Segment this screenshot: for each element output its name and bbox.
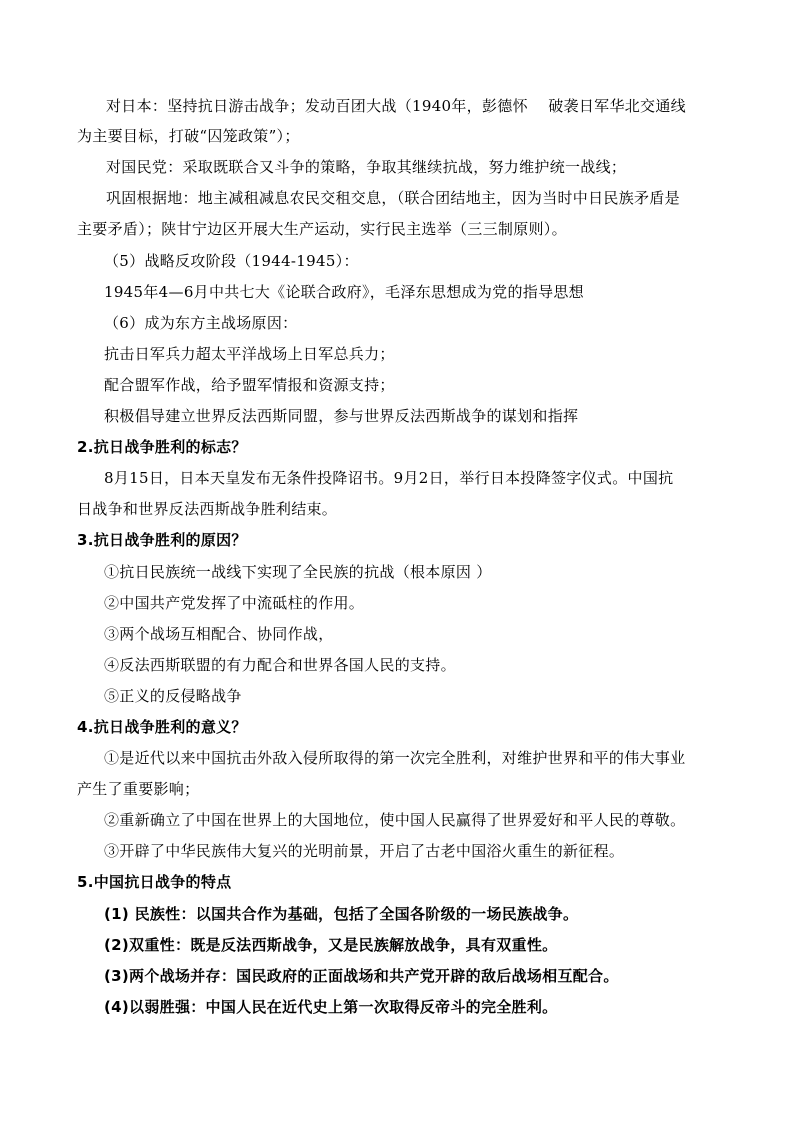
text-line: 对日本：坚持抗日游击战争；发动百团大战（1940年，彭德怀 破袭日军华北交通线 xyxy=(106,97,686,115)
text-line: 积极倡导建立世界反法西斯同盟，参与世界反法西斯战争的谋划和指挥 xyxy=(104,407,579,425)
text-line: 配合盟军作战，给予盟军情报和资源支持； xyxy=(104,376,395,394)
list-item: ③两个战场互相配合、协同作战， xyxy=(104,625,334,643)
text-line: 主要矛盾）；陕甘宁边区开展大生产运动，实行民主选举（三三制原则）。 xyxy=(77,220,567,238)
list-item: ④反法西斯联盟的有力配合和世界各国人民的支持。 xyxy=(104,656,456,674)
text-line: （5）战略反攻阶段（1944-1945）： xyxy=(104,252,359,270)
list-item: ②中国共产党发挥了中流砥柱的作用。 xyxy=(104,594,365,612)
text-line: 对国民党：采取既联合又斗争的策略，争取其继续抗战，努力维护统一战线； xyxy=(106,158,627,176)
section-heading: 4.抗日战争胜利的意义？ xyxy=(77,718,247,736)
list-item: ⑤正义的反侵略战争 xyxy=(104,687,242,705)
list-item: (2)双重性：既是反法西斯战争，又是民族解放战争，具有双重性。 xyxy=(104,936,558,954)
text-line: 巩固根据地：地主减租减息农民交租交息，（联合团结地主，因为当时中日民族矛盾是 xyxy=(106,189,680,207)
text-line: 日战争和世界反法西斯战争胜利结束。 xyxy=(77,500,338,518)
list-item: (1) 民族性：以国共合作为基础，包括了全国各阶级的一场民族战争。 xyxy=(104,905,579,923)
text-line: ①是近代以来中国抗击外敌入侵所取得的第一次完全胜利，对维护世界和平的伟大事业 xyxy=(104,749,686,767)
section-heading: 3.抗日战争胜利的原因？ xyxy=(77,531,247,549)
text-line: 为主要目标，打破“囚笼政策”）； xyxy=(77,127,300,145)
text-line: （6）成为东方主战场原因： xyxy=(104,314,298,332)
section-heading: 2.抗日战争胜利的标志？ xyxy=(77,438,247,456)
list-item: ①抗日民族统一战线下实现了全民族的抗战（根本原因 ） xyxy=(104,563,492,581)
text-line: 产生了重要影响； xyxy=(77,780,200,798)
text-line: 1945年4—6月中共七大《论联合政府》，毛泽东思想成为党的指导思想 xyxy=(104,283,584,301)
text-line: 8月15日，日本天皇发布无条件投降诏书。9月2日，举行日本投降签字仪式。中国抗 xyxy=(104,469,674,487)
list-item: (4)以弱胜强：中国人民在近代史上第一次取得反帝斗的完全胜利。 xyxy=(104,998,558,1016)
text-line: ③开辟了中华民族伟大复兴的光明前景，开启了古老中国浴火重生的新征程。 xyxy=(104,842,625,860)
list-item: (3)两个战场并存：国民政府的正面战场和共产党开辟的敌后战场相互配合。 xyxy=(104,967,619,985)
text-line: 抗击日军兵力超太平洋战场上日军总兵力； xyxy=(104,345,395,363)
text-line: ②重新确立了中国在世界上的大国地位，使中国人民赢得了世界爱好和平人民的尊敬。 xyxy=(104,811,686,829)
section-heading: 5.中国抗日战争的特点 xyxy=(77,873,232,891)
